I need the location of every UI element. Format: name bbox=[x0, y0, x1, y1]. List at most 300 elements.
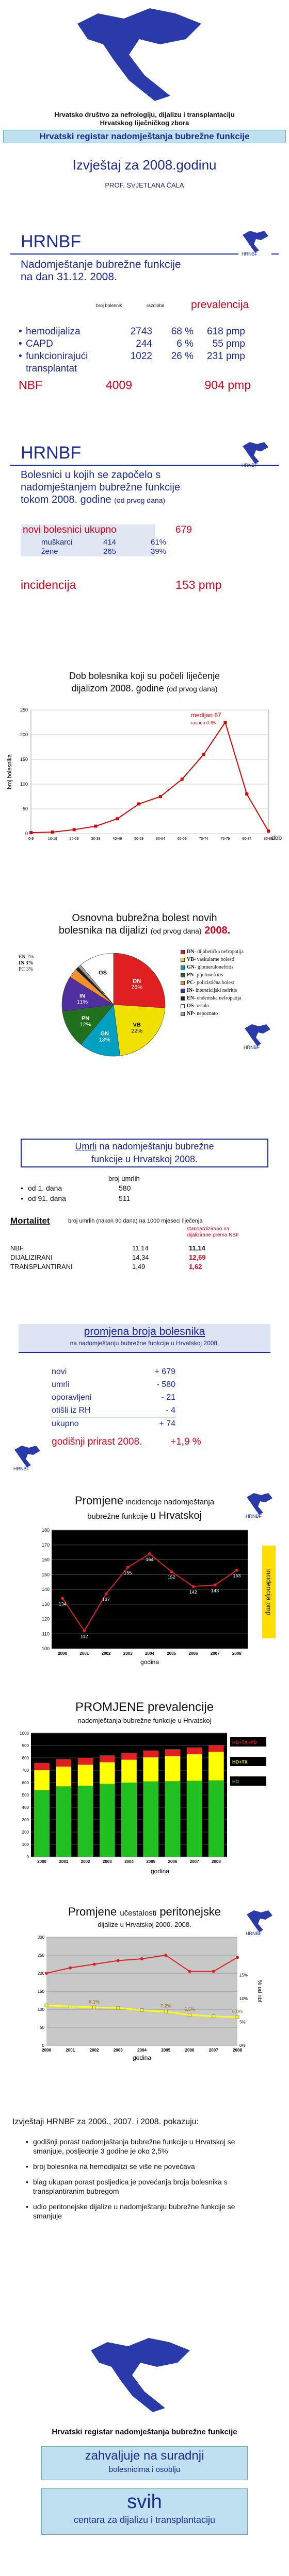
x-tick-label: 2002 bbox=[89, 2048, 99, 2053]
new-total-n: 679 bbox=[175, 524, 192, 535]
female-label: žene bbox=[41, 547, 58, 556]
legend-code: NP bbox=[187, 1011, 194, 1016]
data-point bbox=[164, 1954, 167, 1957]
hrnbf-logo bbox=[240, 1020, 274, 1050]
svih: svih bbox=[127, 2491, 162, 2513]
data-point bbox=[236, 1956, 239, 1959]
change-subtitle: na nadomještanju bubrežne funkcije u Hrvatskoj 2008. bbox=[70, 1340, 219, 1347]
change-label: umrli bbox=[52, 1380, 70, 1389]
x-tick-label: 2008 bbox=[232, 1651, 242, 1656]
inc-ylabel: incidencija pmp bbox=[265, 1569, 273, 1615]
pd-subtitle: dijalize u Hrvatskoj 2000.-2008. bbox=[98, 1921, 191, 1928]
row-hd: • hemodijaliza 2743 68 % 618 pmp bbox=[19, 326, 245, 337]
y-tick-label-right: 5% bbox=[239, 2020, 246, 2025]
legend-text: - pijelonefritis bbox=[194, 972, 223, 978]
chart-title-small: (od prvog dana) bbox=[166, 685, 218, 693]
pie-title-line2-text: bolesnika na dijalizi bbox=[58, 925, 148, 936]
y-tick-label: 170 bbox=[41, 1542, 50, 1548]
y-tick-label: 0 bbox=[26, 1855, 29, 1859]
x-tick-label: 80-84 bbox=[242, 837, 252, 841]
legend-swatch bbox=[181, 973, 185, 977]
x-tick-label: 2004 bbox=[145, 1651, 154, 1656]
data-point bbox=[188, 2013, 191, 2016]
y-tick-label: 100 bbox=[20, 782, 28, 787]
subtitle bbox=[21, 469, 180, 506]
registry-banner bbox=[3, 130, 286, 143]
prevalence-rows bbox=[19, 326, 277, 375]
x-tick-label: 2007 bbox=[189, 1859, 199, 1864]
data-label: 152 bbox=[167, 1574, 175, 1580]
inc-title-a: Promjene bbox=[74, 1494, 124, 1507]
prevalence-bar bbox=[100, 1784, 115, 1857]
data-point bbox=[93, 2006, 96, 2009]
data-point bbox=[164, 2010, 167, 2013]
row-pct: 68 % bbox=[171, 326, 194, 337]
row-capd: • CAPD 244 6 % 55 pmp bbox=[19, 338, 245, 349]
change-title: promjena broja bolesnika bbox=[84, 1326, 205, 1337]
legend-swatch bbox=[181, 1012, 185, 1016]
prev-subtitle: nadomještanja bubrežne funkcije u Hrvatskoj bbox=[77, 1717, 212, 1724]
x-tick-label: 2008 bbox=[211, 1859, 221, 1864]
left-legend-item: PC 3% bbox=[19, 967, 34, 972]
y-tick-label: 300 bbox=[37, 1935, 44, 1940]
mortality-label: Mortalitet bbox=[10, 1216, 50, 1226]
legend-item bbox=[181, 988, 244, 994]
legend-code: VB bbox=[187, 957, 194, 962]
col-header-3: prevalencija bbox=[191, 299, 249, 311]
slide-age-chart bbox=[0, 665, 289, 902]
prevalence-bar bbox=[78, 1786, 93, 1857]
subtitle-line-text: tokom 2008. godine bbox=[21, 494, 111, 505]
y-tick-label: 200 bbox=[20, 732, 28, 737]
y-tick-label: 150 bbox=[41, 1572, 50, 1578]
pct-label: 6,0% bbox=[232, 2009, 243, 2014]
deaths-row-value: 580 bbox=[119, 1184, 131, 1192]
legend-code: PN bbox=[187, 972, 194, 978]
total-pmp: 904 pmp bbox=[204, 378, 251, 392]
legend-text: - dijabetička nefropatija bbox=[194, 949, 244, 955]
male-pct: 61% bbox=[151, 538, 167, 547]
summary-list bbox=[26, 2137, 253, 2227]
x-tick-label: 2000 bbox=[58, 1651, 68, 1656]
slide-disease-pie bbox=[0, 907, 289, 1128]
std-note-2: dijalizirane prema NBF bbox=[187, 1232, 239, 1238]
change-label: oporavljeni bbox=[52, 1393, 92, 1402]
row-tx-cont: transplantat bbox=[26, 363, 77, 374]
pie-title-line2 bbox=[0, 924, 289, 937]
x-tick-label: 2005 bbox=[167, 1651, 176, 1656]
slice-pct: 26% bbox=[131, 984, 143, 991]
legend-item bbox=[181, 964, 244, 971]
data-point bbox=[83, 1630, 86, 1633]
male-label: muškarci bbox=[41, 538, 73, 547]
chart-title-line2 bbox=[0, 682, 289, 695]
x-tick-label: 2005 bbox=[161, 2048, 171, 2053]
x-tick-label: 2006 bbox=[188, 1651, 198, 1656]
x-tick-label: 2001 bbox=[79, 1651, 89, 1656]
row-tx: • funkcionirajući 1022 26 % 231 pmp bbox=[19, 351, 245, 362]
mortality-title-line2: funkcije u Hrvatskoj 2008. bbox=[91, 1154, 198, 1164]
change-row bbox=[52, 1391, 175, 1404]
incidence-chart bbox=[31, 1525, 258, 1680]
legend-text: - endemska nefropatija bbox=[194, 995, 242, 1001]
row-pmp: 55 pmp bbox=[212, 338, 245, 349]
mortality-row-std: 12,69 bbox=[189, 1253, 206, 1261]
x-tick-label: 30-39 bbox=[91, 837, 101, 841]
mortality-title-line1 bbox=[22, 1140, 267, 1153]
deaths-row-label: od 1. dana bbox=[28, 1184, 62, 1192]
footer-registry: Hrvatski registar nadomještanja bubrežne funkcije bbox=[52, 2428, 237, 2436]
subtitle-line bbox=[21, 494, 180, 506]
change-title-box bbox=[19, 1324, 270, 1353]
row-pct: 26 % bbox=[171, 351, 194, 362]
slice-label: PN bbox=[82, 1015, 90, 1022]
slide-prevalence bbox=[0, 216, 289, 443]
logo-text: HRNBF bbox=[242, 463, 258, 468]
data-point bbox=[212, 2015, 215, 2018]
y-tick-label: 200 bbox=[22, 1830, 29, 1835]
legend-code: EN bbox=[187, 995, 194, 1001]
x-tick-label: 2006 bbox=[168, 1859, 178, 1864]
report-title: Izvještaj za 2008.godinu bbox=[72, 157, 217, 173]
x-tick-label: 2001 bbox=[59, 1859, 69, 1864]
pd-title-c: peritonejske bbox=[156, 1905, 221, 1918]
mortality-row bbox=[10, 1253, 217, 1262]
y-tick-label: 120 bbox=[41, 1616, 50, 1622]
legend-item bbox=[181, 972, 244, 978]
legend-code: IN bbox=[187, 988, 193, 993]
data-point bbox=[94, 825, 97, 828]
change-row bbox=[52, 1404, 175, 1417]
data-point bbox=[137, 802, 140, 805]
inc-title2-b: u Hrvatskoj bbox=[150, 1510, 202, 1521]
data-point bbox=[29, 831, 33, 834]
y-tick-label: 500 bbox=[22, 1793, 29, 1798]
y-axis-label: broj bolesnika bbox=[7, 754, 13, 789]
slide-prevalence-chart bbox=[0, 1695, 289, 1896]
slice-pct: 11% bbox=[76, 999, 88, 1006]
data-point bbox=[61, 1597, 64, 1600]
row-pmp: 618 pmp bbox=[207, 326, 245, 337]
inc-title-b: incidencije nadomještanja bbox=[123, 1498, 215, 1506]
x-tick-label: 2007 bbox=[208, 2048, 218, 2053]
total-n: 4009 bbox=[105, 378, 132, 392]
row-pct: 6 % bbox=[176, 338, 194, 349]
x-tick-label: 2003 bbox=[123, 1651, 133, 1656]
data-label: 153 bbox=[233, 1573, 241, 1579]
slice-pct: 12% bbox=[79, 1021, 91, 1028]
header-section bbox=[0, 0, 289, 189]
summary-item: • broj bolesnika na hemodijalizi se više ne povećava bbox=[26, 2162, 253, 2171]
x-tick-label: 50-59 bbox=[134, 837, 144, 841]
subtitle-small: (od prvog dana) bbox=[114, 496, 166, 504]
y-tick-label: 50 bbox=[22, 806, 28, 811]
summary-item: • udio peritonejske dijalize u nadomještanju bubrežne funkcije se smanjuje bbox=[26, 2202, 253, 2221]
mortality-row-std: 11,14 bbox=[189, 1244, 205, 1252]
legend-code: PC bbox=[187, 980, 194, 986]
y-tick-label-right: 15% bbox=[239, 1973, 248, 1978]
mortality-row-std: 1,62 bbox=[189, 1263, 202, 1270]
inc-ylabel-box bbox=[262, 1546, 276, 1638]
x-tick-label: 2001 bbox=[66, 2048, 75, 2053]
centers: centara za dijalizu i transplantaciju bbox=[73, 2515, 216, 2525]
prevalence-bar bbox=[121, 1783, 137, 1857]
row-label: funkcionirajući bbox=[26, 351, 88, 362]
y-tick-label: 160 bbox=[41, 1557, 50, 1563]
data-label: 155 bbox=[124, 1570, 132, 1575]
total-row bbox=[19, 378, 277, 392]
thanks-line-2: bolesnicima i osoblju bbox=[108, 2465, 181, 2474]
subtitle-2: na dan 31.12. 2008. bbox=[21, 271, 117, 283]
legend-swatch bbox=[181, 996, 185, 1001]
deaths-row-value: 511 bbox=[119, 1194, 131, 1202]
chart-title bbox=[0, 670, 289, 695]
x-tick-label: 65-69 bbox=[177, 837, 187, 841]
x-tick-label: 2002 bbox=[101, 1651, 111, 1656]
prevalence-bar bbox=[187, 1781, 202, 1857]
legend-swatch bbox=[181, 958, 185, 962]
logo-text: HRNBF bbox=[242, 251, 258, 257]
data-point bbox=[116, 817, 119, 820]
slide-pd-chart bbox=[0, 1901, 289, 2107]
col-header-1: broj bolesnik bbox=[96, 303, 122, 308]
data-point bbox=[236, 2015, 239, 2019]
legend-text: - intersticijski nefritis bbox=[192, 988, 237, 993]
mortality-row bbox=[10, 1262, 217, 1272]
legend-label: HD bbox=[232, 1779, 239, 1784]
change-row bbox=[52, 1378, 175, 1391]
croatia-map-logo bbox=[77, 2334, 212, 2416]
y-tick-label: 1000 bbox=[20, 1731, 29, 1736]
legend-swatch bbox=[181, 950, 185, 954]
data-point bbox=[51, 831, 54, 834]
y-tick-label: 180 bbox=[41, 1528, 50, 1533]
inc-title2-a: bubrežne funkcije bbox=[87, 1512, 150, 1521]
male-n: 414 bbox=[103, 538, 117, 547]
data-label: 137 bbox=[102, 1597, 110, 1602]
data-point bbox=[93, 1963, 96, 1966]
y-tick-label: 150 bbox=[20, 757, 28, 762]
legend-text: - nepoznato bbox=[194, 1011, 218, 1016]
row-n: 1022 bbox=[130, 351, 152, 362]
deaths-col-header: broj umrlih bbox=[108, 1175, 140, 1182]
pie-title-small: (od prvog dana) bbox=[150, 927, 202, 935]
mortality-row-raw: 1,49 bbox=[132, 1263, 146, 1270]
age-chart bbox=[5, 705, 284, 859]
total-label: NBF bbox=[19, 378, 42, 392]
pd-chart bbox=[26, 1932, 274, 2081]
change-label: novi bbox=[52, 1367, 67, 1376]
y-tick-label: 200 bbox=[37, 1971, 44, 1976]
plot-area bbox=[31, 710, 268, 834]
legend-item bbox=[181, 1003, 244, 1009]
row-pmp: 231 pmp bbox=[207, 351, 245, 362]
data-point bbox=[140, 1957, 143, 1960]
slide-summary bbox=[0, 2112, 289, 2339]
change-table bbox=[52, 1365, 175, 1430]
mortality-row-label: NBF bbox=[10, 1244, 24, 1252]
median-label: medijan 67 bbox=[191, 711, 221, 719]
prevalence-bar bbox=[208, 1781, 224, 1857]
logo-text: HRNBF bbox=[244, 1045, 260, 1050]
data-point bbox=[245, 792, 248, 795]
author: PROF. SVJETLANA ČALA bbox=[105, 181, 184, 189]
svih-box bbox=[41, 2488, 248, 2535]
data-point bbox=[188, 1970, 191, 1973]
x-tick-label: 2004 bbox=[124, 1859, 134, 1864]
y-tick-label: 700 bbox=[22, 1768, 29, 1773]
prevalence-bar bbox=[34, 1790, 50, 1857]
x-tick-label: 2003 bbox=[113, 2048, 123, 2053]
y-tick-label: 50 bbox=[40, 2025, 44, 2030]
pct-label: 7,2% bbox=[160, 2003, 171, 2009]
pd-title-a: Promjene bbox=[68, 1905, 120, 1918]
y-tick-label-right: 10% bbox=[239, 1996, 248, 2001]
std-note-1: standardizirano na bbox=[187, 1226, 230, 1232]
pie-legend bbox=[181, 949, 244, 1019]
pie-title bbox=[0, 912, 289, 937]
x-tick-label: 0-9 bbox=[28, 837, 34, 841]
legend-text: - glomerulonefritis bbox=[195, 964, 234, 970]
data-point bbox=[45, 1972, 48, 1975]
logo-text: HRNBF bbox=[246, 1514, 262, 1519]
data-label: 134 bbox=[58, 1601, 67, 1607]
mortality-row-label: TRANSPLANTIRANI bbox=[10, 1263, 73, 1270]
pie-left-legend bbox=[19, 954, 34, 973]
x-tick-label: 2007 bbox=[210, 1651, 220, 1656]
y-tick-label: 300 bbox=[22, 1818, 29, 1822]
pct-label: 8,1% bbox=[89, 1999, 100, 2005]
hrnbf-logo bbox=[238, 438, 271, 468]
change-label: otišli iz RH bbox=[52, 1406, 91, 1415]
y-tick-label: 0 bbox=[42, 2043, 44, 2048]
slice-pct: 13% bbox=[99, 1037, 110, 1043]
slide-title: HRNBF bbox=[21, 232, 82, 251]
pd-title-b: učestalosti bbox=[120, 1909, 157, 1918]
data-point bbox=[105, 1592, 108, 1596]
mortality-row-raw: 14,34 bbox=[132, 1253, 149, 1261]
data-point bbox=[117, 1959, 120, 1962]
data-point bbox=[235, 1569, 238, 1572]
y-tick-label: 150 bbox=[37, 1989, 44, 1994]
data-point bbox=[202, 753, 205, 756]
y-axis-label: % od nbf bbox=[256, 1980, 263, 2003]
x-tick-label: 2000 bbox=[42, 2048, 51, 2053]
deaths-row-label: od 91. dana bbox=[28, 1194, 66, 1202]
x-tick-label: 2005 bbox=[146, 1859, 156, 1864]
x-tick-label: 2004 bbox=[137, 2048, 147, 2053]
x-axis-label: godina bbox=[150, 1868, 170, 1875]
summary-item: • godišnji porast nadomještanja bubrežne funkcije u Hrvatskoj se smanjuje, posljednje 3 godine je oko 2,5% bbox=[26, 2137, 253, 2156]
data-point bbox=[159, 795, 162, 798]
legend-swatch bbox=[181, 989, 185, 993]
data-point bbox=[140, 2009, 143, 2012]
hrnbf-logo bbox=[10, 1442, 43, 1471]
data-point bbox=[223, 721, 227, 724]
data-point bbox=[212, 1970, 215, 1973]
left-legend-item: EN 1% bbox=[19, 954, 34, 960]
prevalence-chart bbox=[10, 1728, 279, 1883]
mortality-row bbox=[10, 1244, 217, 1253]
row-n: 244 bbox=[136, 338, 152, 349]
y-tick-label: 0 bbox=[25, 831, 28, 836]
legend-swatch bbox=[181, 1004, 185, 1008]
growth-value: +1,9 % bbox=[170, 1436, 201, 1447]
pct-label: 6,5% bbox=[184, 2006, 195, 2012]
change-row bbox=[52, 1365, 175, 1378]
mortality-row-label: DIJALIZIRANI bbox=[10, 1253, 53, 1261]
slide-new-patients bbox=[0, 438, 289, 665]
mortality-row-raw: 11,14 bbox=[132, 1244, 149, 1252]
legend-item bbox=[181, 995, 244, 1002]
mortality-table bbox=[10, 1244, 217, 1272]
x-axis-label: godina bbox=[140, 1658, 159, 1666]
x-tick-label: 60-64 bbox=[155, 837, 165, 841]
incidence-label: incidencija bbox=[21, 578, 76, 591]
x-tick-label: 2002 bbox=[81, 1859, 90, 1864]
hrnbf-logo bbox=[238, 227, 271, 257]
x-axis-label: dob bbox=[271, 834, 282, 841]
prevalence-bar bbox=[56, 1786, 72, 1857]
subtitle-1: Nadomještanje bubrežne funkcije bbox=[21, 259, 181, 270]
legend-text: - vaskularne bolesti bbox=[194, 957, 235, 962]
data-label: 112 bbox=[81, 1634, 88, 1639]
legend-item bbox=[181, 980, 244, 986]
org-line-2: Hrvatskog liječničkog zbora bbox=[100, 119, 189, 127]
row-label: CAPD bbox=[26, 338, 53, 349]
left-legend-item: IN 3% bbox=[19, 960, 34, 966]
legend-label: HD+TX bbox=[232, 1759, 248, 1765]
summary-intro: Izvještaji HRNBF za 2006., 2007. i 2008. pokazuju: bbox=[12, 2117, 199, 2126]
x-tick-label: 70-74 bbox=[199, 837, 208, 841]
data-point bbox=[45, 2004, 48, 2007]
legend-text: - ostalo bbox=[194, 1003, 210, 1009]
change-value: - 21 bbox=[161, 1393, 175, 1402]
chart-title-line1: Dob bolesnika koji su počeli liječenje bbox=[69, 671, 220, 681]
y-tick-label: 250 bbox=[37, 1953, 44, 1958]
female-n: 265 bbox=[103, 547, 117, 556]
change-value: - 580 bbox=[156, 1380, 175, 1389]
change-row bbox=[52, 1417, 175, 1430]
chart-title-line2-text: dijalizom 2008. godine bbox=[71, 683, 164, 693]
legend-item bbox=[181, 949, 244, 955]
legend-item bbox=[181, 957, 244, 963]
x-tick-label: 2006 bbox=[185, 2048, 195, 2053]
y-tick-label: 250 bbox=[20, 707, 28, 713]
data-label: 142 bbox=[189, 1589, 197, 1595]
y-tick-label: 110 bbox=[42, 1631, 50, 1637]
y-tick-label: 100 bbox=[22, 1842, 29, 1847]
deaths-row-2: • od 91. dana 511 bbox=[21, 1194, 131, 1202]
data-label: 164 bbox=[146, 1557, 154, 1562]
row-n: 2743 bbox=[130, 326, 152, 337]
change-value: + 679 bbox=[154, 1367, 175, 1376]
row-label: hemodijaliza bbox=[26, 326, 81, 337]
data-point bbox=[148, 1552, 151, 1555]
slice-label: IN bbox=[79, 993, 85, 999]
slide-mortality bbox=[0, 1133, 289, 1329]
slide-incidence-chart bbox=[0, 1489, 289, 1695]
slice-label: VB bbox=[133, 1022, 141, 1028]
thanks-box bbox=[41, 2446, 248, 2480]
x-tick-label: 40-49 bbox=[113, 837, 122, 841]
change-value: - 4 bbox=[166, 1406, 175, 1415]
y-tick-label: 400 bbox=[22, 1805, 29, 1810]
pie-chart bbox=[52, 943, 175, 1066]
mortality-title-box bbox=[21, 1139, 268, 1167]
female-pct: 39% bbox=[151, 547, 167, 556]
data-point bbox=[73, 828, 76, 831]
